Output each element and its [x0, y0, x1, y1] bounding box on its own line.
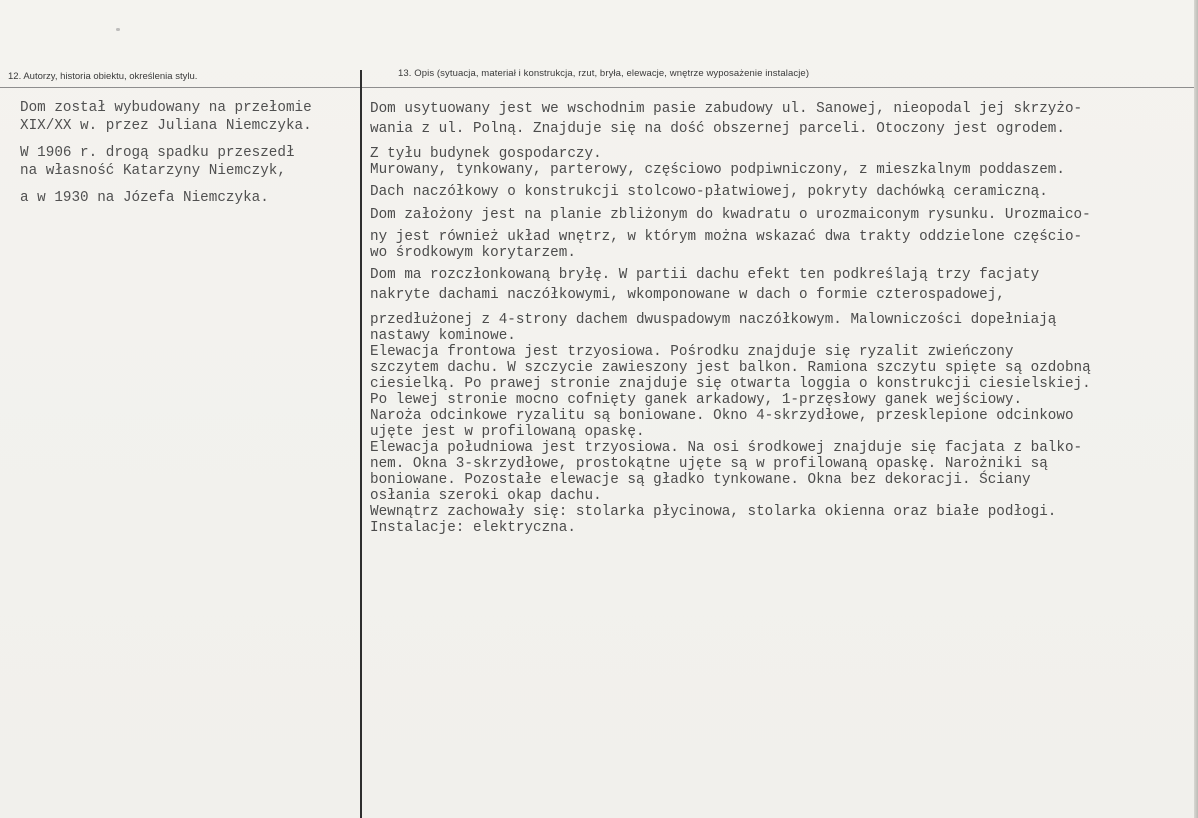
description-line: nakryte dachami naczółkowymi, wkomponowane w dach o formie czterospadowej, — [370, 287, 1005, 303]
description-line: Dom założony jest na planie zbliżonym do kwadratu o urozmaiconym rysunku. Urozmaico- — [370, 207, 1091, 223]
history-line: Dom został wybudowany na przełomie — [20, 100, 312, 116]
paper-speck — [116, 28, 120, 31]
section-13-header: 13. Opis (sytuacja, materiał i konstrukcja, rzut, bryła, elewacje, wnętrze wyposażenie instalacje) — [398, 68, 810, 79]
description-line: Murowany, tynkowany, parterowy, częściowo podpiwniczony, z mieszkalnym poddaszem. — [370, 162, 1065, 178]
description-line: ciesielką. Po prawej stronie znajduje się otwarta loggia o konstrukcji ciesielskiej. — [370, 376, 1091, 392]
description-line: nem. Okna 3-skrzydłowe, prostokątne ujęte są w profilowaną opaskę. Narożniki są — [370, 456, 1048, 472]
description-line: ny jest również układ wnętrz, w którym można wskazać dwa trakty oddzielone częścio- — [370, 229, 1083, 245]
description-line: ujęte jest w profilowaną opaskę. — [370, 424, 645, 440]
description-section — [370, 101, 1192, 536]
description-line: Wewnątrz zachowały się: stolarka płycinowa, stolarka okienna oraz białe podłogi. — [370, 504, 1057, 520]
description-line: Dom ma rozczłonkowaną bryłę. W partii dachu efekt ten podkreślają trzy facjaty — [370, 267, 1040, 283]
header-rule — [0, 87, 1194, 88]
description-line: Dach naczółkowy o konstrukcji stolcowo-płatwiowej, pokryty dachówką ceramiczną. — [370, 184, 1048, 200]
description-line: Naroża odcinkowe ryzalitu są boniowane. Okno 4-skrzydłowe, przesklepione odcinkowo — [370, 408, 1074, 424]
description-line: nastawy kominowe. — [370, 328, 516, 344]
description-line: Elewacja południowa jest trzyosiowa. Na osi środkowej znajduje się facjata z balko- — [370, 440, 1083, 456]
description-line: osłania szeroki okap dachu. — [370, 488, 602, 504]
column-divider — [360, 70, 362, 818]
history-line: W 1906 r. drogą spadku przeszedł — [20, 145, 295, 161]
description-line: wania z ul. Polną. Znajduje się na dość obszernej parceli. Otoczony jest ogrodem. — [370, 121, 1065, 137]
card-edge — [1194, 0, 1198, 818]
description-line: Elewacja frontowa jest trzyosiowa. Pośrodku znajduje się ryzalit zwieńczony — [370, 344, 1014, 360]
section-12-header: 12. Autorzy, historia obiektu, określenia stylu. — [8, 71, 198, 82]
description-line: boniowane. Pozostałe elewacje są gładko tynkowane. Okna bez dekoracji. Ściany — [370, 472, 1031, 488]
description-line: Po lewej stronie mocno cofnięty ganek arkadowy, 1-przęsłowy ganek wejściowy. — [370, 392, 1023, 408]
description-line: przedłużonej z 4-strony dachem dwuspadowym naczółkowym. Malowniczości dopełniają — [370, 312, 1057, 328]
history-line: na własność Katarzyny Niemczyk, — [20, 163, 286, 179]
description-line: Instalacje: elektryczna. — [370, 520, 576, 536]
history-line: XIX/XX w. przez Juliana Niemczyka. — [20, 118, 312, 134]
description-line: Z tyłu budynek gospodarczy. — [370, 146, 602, 162]
history-line: a w 1930 na Józefa Niemczyka. — [20, 190, 269, 206]
description-line: Dom usytuowany jest we wschodnim pasie zabudowy ul. Sanowej, nieopodal jej skrzyżo- — [370, 101, 1083, 117]
history-section — [20, 99, 360, 207]
description-line: wo środkowym korytarzem. — [370, 245, 576, 261]
description-line: szczytem dachu. W szczycie zawieszony jest balkon. Ramiona szczytu spięte są ozdobną — [370, 360, 1091, 376]
